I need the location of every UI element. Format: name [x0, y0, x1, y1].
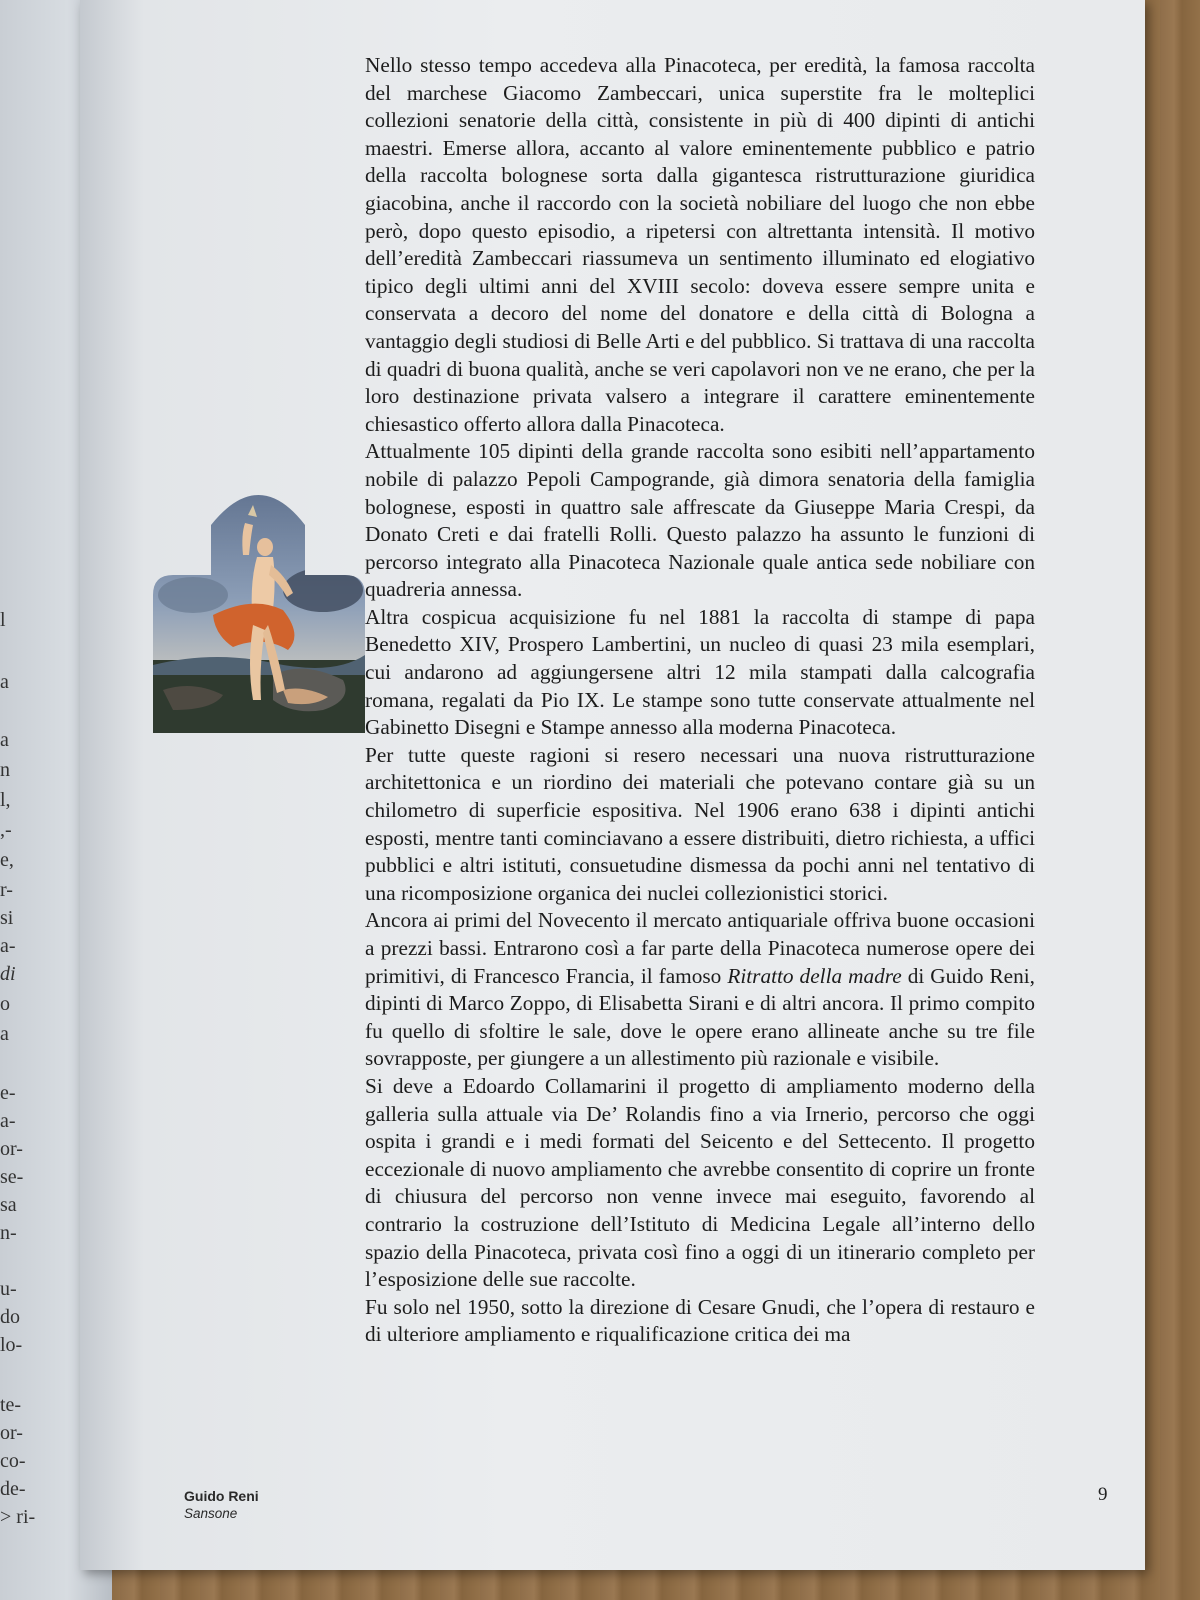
left-page-text-fragment: de-	[0, 1478, 26, 1500]
body-text	[365, 52, 1035, 1349]
left-page-text-fragment: a-	[0, 1110, 16, 1132]
left-page-text-fragment: r-	[0, 879, 13, 901]
left-page-text-fragment: n-	[0, 1222, 17, 1244]
left-page-text-fragment: e-	[0, 1082, 16, 1104]
painting-illustration-samson	[153, 475, 365, 733]
left-page-text-fragment: l	[0, 609, 6, 631]
left-page-text-fragment: > ri-	[0, 1506, 36, 1528]
left-page-text-fragment: lo-	[0, 1334, 23, 1356]
left-page-text-fragment: a	[0, 729, 9, 751]
left-page-text-fragment: o	[0, 993, 10, 1015]
left-page-text-fragment: or-	[0, 1138, 23, 1160]
left-page-text-fragment: do	[0, 1306, 20, 1328]
paragraph: Ancora ai primi del Novecento il mercato antiquariale offriva buone occasioni a prezzi bassi. Entrarono così a far parte della Pinacoteca numerose opere dei primitivi, di Francesco Francia, il famoso Ritratto della madre di Guido Reni, dipinti di Marco Zoppo, di Elisabetta Sirani e di altri ancora. Il primo compito fu quello di sfoltire le sale, dove le opere erano allineate anche su tre file sovrapposte, per giungere a un allestimento più razionale e visibile.	[365, 908, 1036, 1071]
left-page-text-fragment: te-	[0, 1394, 22, 1416]
paragraph: Si deve a Edoardo Collamarini il progetto di ampliamento moderno della galleria sulla attuale via De’ Rolandis fino a via Irnerio, percorso che oggi ospita i grandi e i medi formati del Seicento e del Settecento. Il progetto eccezionale di nuovo ampliamento che avrebbe consentito di coprire un fronte di chiusura del percorso non venne invece mai eseguito, favorendo al contrario la costruzione dell’Istituto di Medicina Legale all’interno dello spazio della Pinacoteca, privata così fino a oggi di un itinerario completo per l’esposizione delle sue raccolte.	[365, 1073, 1035, 1292]
paragraph: Nello stesso tempo accedeva alla Pinacoteca, per eredità, la famosa raccolta del marchese Giacomo Zambeccari, unica superstite fra le molteplici collezioni senatorie della città, consistente in più di 400 dipinti di antichi maestri. Emerse allora, accanto al valore eminentemente pubblico e patrio della raccolta bolognese sorta dalla gigantesca ristrutturazione giuridica giacobina, anche il raccordo con la società nobiliare del luogo che non ebbe però, dopo questo episodio, a ripetersi con altrettanta intensità. Il motivo dell’eredità Zambeccari riassumeva un sentimento illuminato ed elogiativo tipico degli ultimi anni del XVIII secolo: doveva essere sempre unita e conservata a decoro del nome del donatore e della città di Bologna a vantaggio degli studiosi di Belle Arti e del pubblico. Si trattava di una raccolta di quadri di buona qualità, anche se veri capolavori non ve ne erano, che per la loro destinazione privata valsero a integrare il carattere eminentemente chiesastico offerto allora dalla Pinacoteca.	[365, 53, 1035, 436]
left-page-text-fragment: or-	[0, 1422, 23, 1444]
left-page-text-fragment: a	[0, 671, 9, 693]
book-page	[80, 0, 1145, 1570]
left-page-text-fragment: n	[0, 759, 10, 781]
paragraph: Fu solo nel 1950, sotto la direzione di Cesare Gnudi, che l’opera di restauro e di ulteriore ampliamento e riqualificazione critica dei ma	[365, 1294, 1035, 1347]
paragraph: Altra cospicua acquisizione fu nel 1881 la raccolta di stampe di papa Benedetto XIV, Prospero Lambertini, un nucleo di quasi 23 mila esemplari, cui andarono ad aggiungersene altri 12 mila stampati dalla calcografia romana, regalati da Pio IX. Le stampe sono tutte conservate attualmente nel Gabinetto Disegni e Stampe annesso alla moderna Pinacoteca.	[365, 604, 1035, 740]
left-page-text-fragment: se-	[0, 1166, 24, 1188]
left-page-text-fragment: a	[0, 1023, 9, 1045]
paragraph: Per tutte queste ragioni si resero necessari una nuova ristrutturazione architettonica e un riordino dei materiali che potevano contare già su un chilometro di superficie espositiva. Nel 1906 erano 638 i dipinti antichi esposti, mentre tanti cominciavano a essere distribuiti, dietro richiesta, a uffici pubblici e altri istituti, consuetudine dismessa da pochi anni nel tentativo di una ricomposizione organica dei nuclei collezionistici storici.	[365, 742, 1035, 905]
page-number: 9	[1098, 1484, 1108, 1505]
paragraph: Attualmente 105 dipinti della grande raccolta sono esibiti nell’appartamento nobile di palazzo Pepoli Campogrande, già dimora senatoria della famiglia bolognese, esposti in quattro sale affrescate da Giuseppe Maria Crespi, da Donato Creti e dai fratelli Rolli. Questo palazzo ha assunto le funzioni di percorso integrato alla Pinacoteca Nazionale quale antica sede nobiliare con quadreria annessa.	[365, 439, 1035, 602]
left-page-text-fragment: ,-	[0, 819, 12, 841]
left-page-text-fragment: di	[0, 963, 16, 985]
italic-work-title: Ritratto della madre	[727, 963, 902, 988]
left-page-text-fragment: l,	[0, 789, 11, 811]
left-page-text-fragment: e,	[0, 849, 14, 871]
left-page-text-fragment: a-	[0, 935, 16, 957]
left-page-text-fragment: si	[0, 907, 14, 929]
caption-work-title: Sansone	[184, 1506, 238, 1521]
left-page-text-fragment: co-	[0, 1450, 26, 1472]
left-page-text-fragment: u-	[0, 1278, 17, 1300]
figure-caption	[184, 1487, 259, 1523]
left-page-text-fragment: sa	[0, 1194, 17, 1216]
caption-artist: Guido Reni	[184, 1488, 259, 1504]
